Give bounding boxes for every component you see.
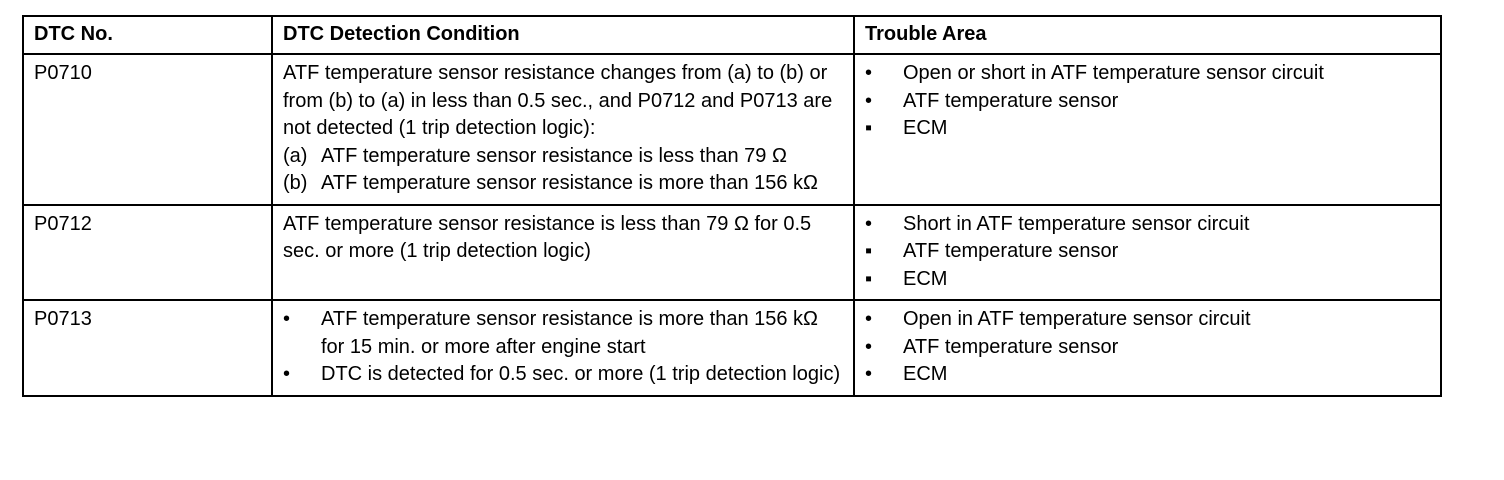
trouble-area-cell: [854, 54, 1441, 205]
square-bullet-icon: ▪: [865, 267, 873, 290]
dtc-code-cell: P0712: [23, 205, 272, 301]
dtc-code-cell: P0713: [23, 300, 272, 396]
bullet-icon: •: [865, 89, 873, 112]
condition-text: ATF temperature sensor resistance changes from (a) to (b) or from (b) to (a) in less than 0.5 sec., and P0712 and P0713 are not detected (1 trip detection logic):: [283, 62, 833, 139]
bullet-icon: •: [283, 363, 291, 385]
condition-text: ATF temperature sensor resistance is less than 79 Ω for 0.5 sec. or more (1 trip detection logic): [283, 212, 812, 262]
trouble-item-text: ECM: [903, 117, 948, 139]
sub-item-tag: (a): [283, 144, 308, 167]
table-row: [23, 300, 1441, 396]
condition-sub-list: [283, 143, 843, 198]
trouble-item-text: ATF temperature sensor: [903, 89, 1119, 112]
trouble-item-text: ATF temperature sensor: [903, 335, 1119, 358]
bullet-icon: •: [865, 308, 873, 330]
header-trouble-area: Trouble Area: [854, 16, 1441, 54]
condition-cell: [272, 54, 854, 205]
trouble-item: [865, 361, 1430, 389]
trouble-area-cell: [854, 300, 1441, 396]
trouble-item: [865, 238, 1430, 266]
trouble-item: [865, 88, 1430, 116]
trouble-list: [865, 306, 1430, 389]
square-bullet-icon: ▪: [865, 117, 873, 139]
condition-bullet-list: [283, 306, 843, 389]
bullet-icon: •: [865, 363, 873, 385]
trouble-item-text: ATF temperature sensor: [903, 240, 1119, 262]
trouble-item: [865, 211, 1430, 239]
trouble-item-text: Open or short in ATF temperature sensor circuit: [903, 62, 1324, 84]
table-header: [23, 16, 1441, 54]
trouble-area-cell: [854, 205, 1441, 301]
header-detection-condition: DTC Detection Condition: [272, 16, 854, 54]
dtc-table: [22, 15, 1442, 397]
trouble-list: [865, 60, 1430, 143]
header-row: [23, 16, 1441, 54]
trouble-item: [865, 115, 1430, 143]
trouble-item-text: Open in ATF temperature sensor circuit: [903, 308, 1251, 330]
condition-bullet-item: [283, 361, 843, 389]
trouble-item: [865, 306, 1430, 334]
sub-item-text: ATF temperature sensor resistance is less than 79 Ω: [321, 144, 787, 167]
table-row: [23, 205, 1441, 301]
condition-bullet-text: ATF temperature sensor resistance is more than 156 kΩ for 15 min. or more after engine start: [321, 308, 819, 358]
table-row: [23, 54, 1441, 205]
condition-cell: [272, 205, 854, 301]
condition-bullet-item: [283, 306, 843, 361]
condition-sub-item: [283, 143, 843, 171]
condition-bullet-text: DTC is detected for 0.5 sec. or more (1 trip detection logic): [321, 363, 841, 385]
sub-item-text: ATF temperature sensor resistance is more than 156 kΩ: [321, 172, 819, 194]
condition-sub-item: [283, 170, 843, 198]
trouble-item: [865, 266, 1430, 294]
trouble-item: [865, 60, 1430, 88]
trouble-item-text: ECM: [903, 363, 948, 385]
trouble-item: [865, 334, 1430, 362]
trouble-item-text: ECM: [903, 267, 948, 290]
trouble-item-text: Short in ATF temperature sensor circuit: [903, 212, 1250, 235]
square-bullet-icon: ▪: [865, 240, 873, 262]
bullet-icon: •: [865, 62, 873, 84]
table-body: [23, 54, 1441, 396]
trouble-list: [865, 211, 1430, 294]
bullet-icon: •: [865, 212, 873, 235]
condition-cell: [272, 300, 854, 396]
header-dtc-no: DTC No.: [23, 16, 272, 54]
bullet-icon: •: [283, 308, 291, 330]
dtc-code-cell: P0710: [23, 54, 272, 205]
sub-item-tag: (b): [283, 172, 308, 194]
bullet-icon: •: [865, 335, 873, 358]
